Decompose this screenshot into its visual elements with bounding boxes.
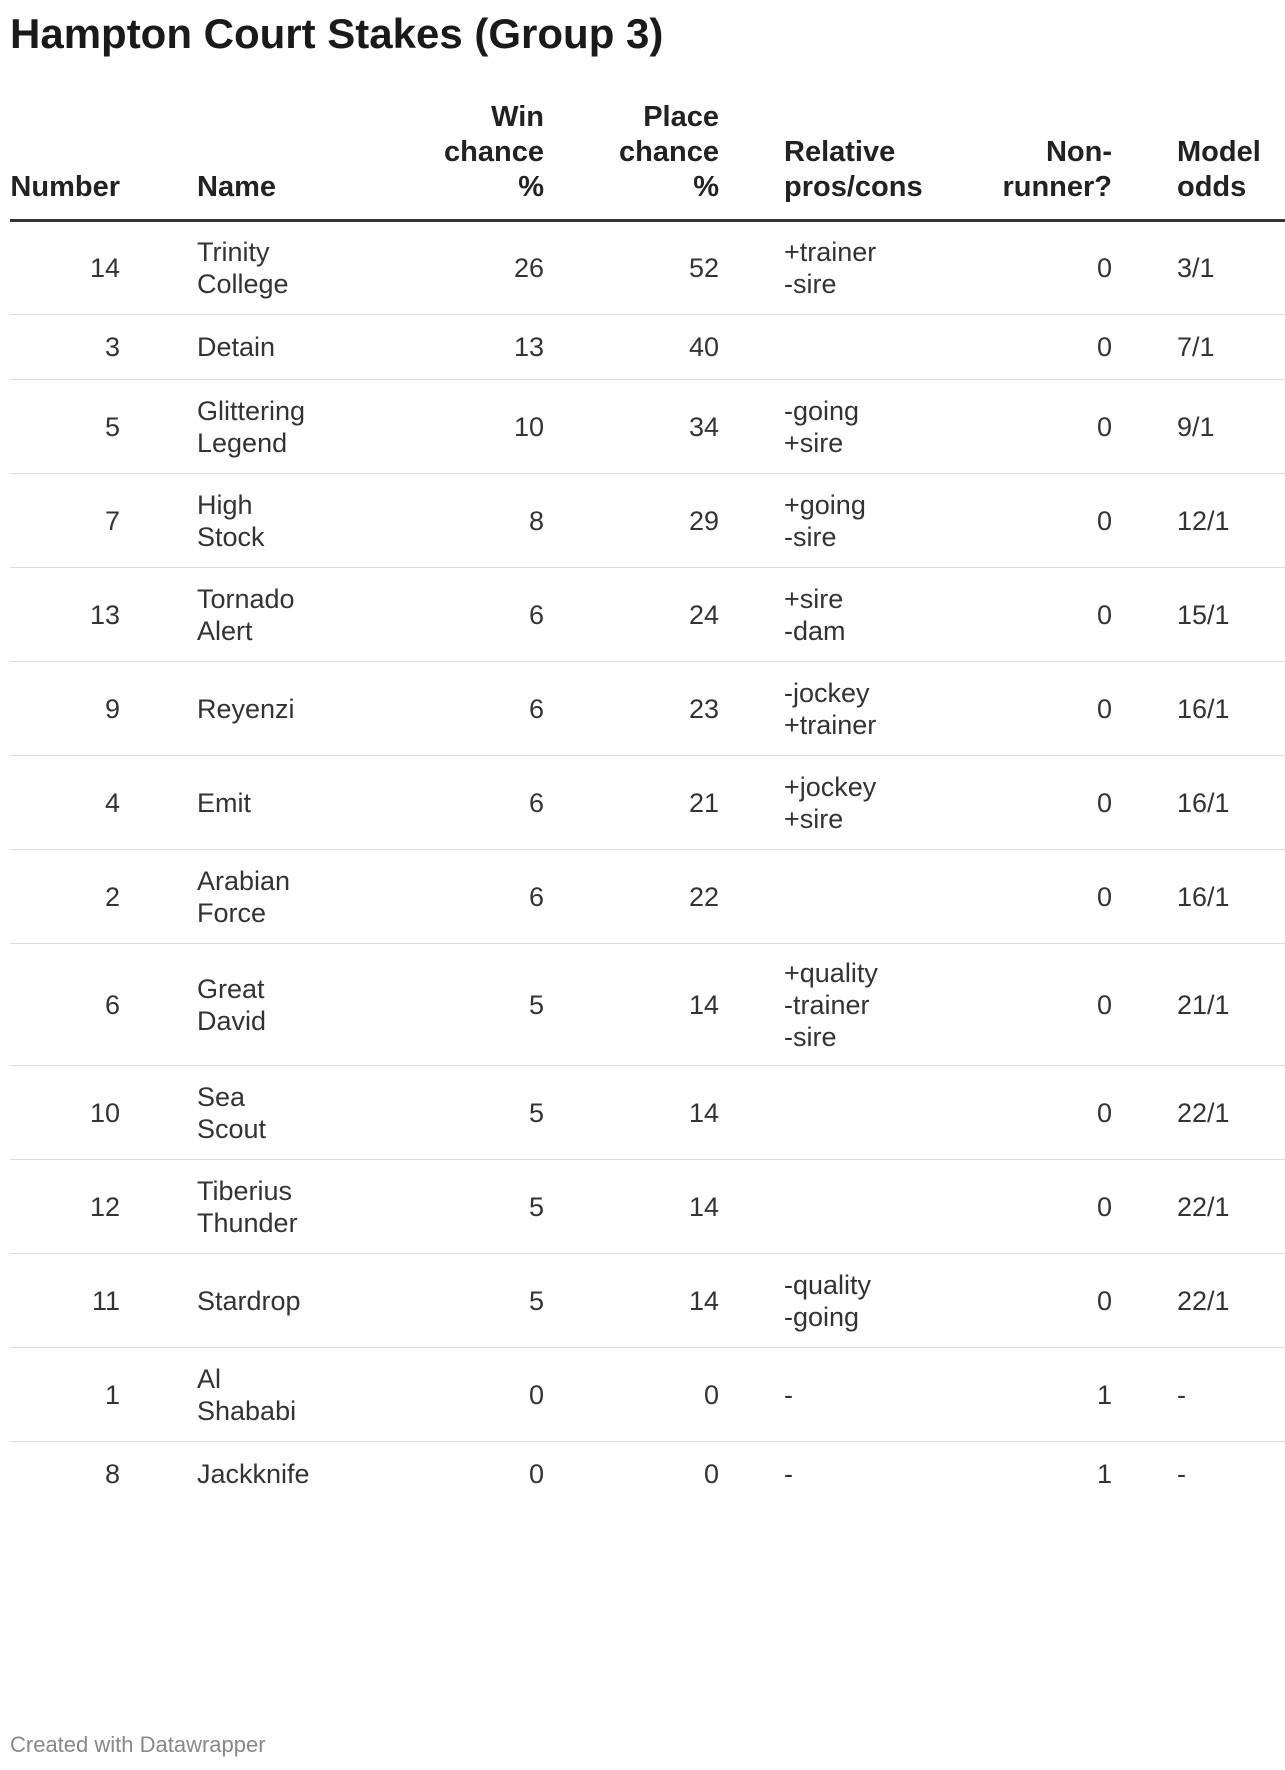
cell-model-odds: 21/1 [1112,944,1285,1066]
cell-number: 4 [10,756,120,850]
header-model-odds[interactable]: Model odds [1112,100,1285,221]
cell-pros-cons: +trainer -sire [719,221,987,315]
header-pros-cons[interactable]: Relative pros/cons [719,100,987,221]
cell-place-chance: 0 [703,1459,719,1490]
table-row [10,221,1285,315]
cell-non-runner: 0 [987,1254,1112,1348]
cell-non-runner: 0 [987,380,1112,474]
cell-non-runner: 0 [987,944,1112,1066]
cell-number: 8 [104,1459,120,1490]
cell-place-chance: 29 [544,474,719,568]
cell-place-chance: 24 [544,568,719,662]
cell-model-odds: 15/1 [1112,568,1285,662]
cell-model-odds: - [1177,1459,1186,1490]
cell-name: Emit [120,756,384,850]
cell-model-odds: - [1112,1348,1285,1442]
cell-non-runner: 0 [987,662,1112,756]
cell-number: 9 [10,662,120,756]
cell-place-chance: 14 [544,944,719,1066]
cell-win-chance: 8 [384,474,544,568]
cell-place-chance: 22 [544,850,719,944]
cell-model-odds: 22/1 [1112,1254,1285,1348]
cell-name: Detain [120,315,384,380]
header-number[interactable]: Number [10,100,120,221]
footer-credit: Created with Datawrapper [10,1732,266,1757]
cell-pros-cons: +jockey +sire [719,756,987,850]
cell-place-chance: 21 [544,756,719,850]
cell-name: Tiberius Thunder [120,1160,384,1254]
cell-pros-cons: -jockey +trainer [719,662,987,756]
cell-number: 3 [10,315,120,380]
cell-place-chance: 14 [544,1160,719,1254]
cell-non-runner: 0 [987,756,1112,850]
cell-non-runner: 0 [987,474,1112,568]
table-row [10,1254,1285,1348]
table-row [10,662,1285,756]
header-name[interactable]: Name [120,100,384,221]
cell-number: 10 [10,1066,120,1160]
cell-model-odds: 22/1 [1112,1160,1285,1254]
cell-place-chance: 34 [544,380,719,474]
cell-pros-cons: -going +sire [719,380,987,474]
cell-name: Arabian Force [120,850,384,944]
cell-win-chance: 26 [384,221,544,315]
cell-model-odds: 9/1 [1112,380,1285,474]
cell-win-chance: 5 [384,1160,544,1254]
cell-name: Reyenzi [120,662,384,756]
cell-number: 13 [10,568,120,662]
cell-name: Glittering Legend [120,380,384,474]
table-row [10,380,1285,474]
cell-number: 7 [10,474,120,568]
cell-non-runner: 0 [987,221,1112,315]
cell-win-chance: 10 [384,380,544,474]
cell-non-runner: 1 [1096,1459,1112,1490]
table-title: Hampton Court Stakes (Group 3) [10,10,664,57]
cell-number: 2 [10,850,120,944]
cell-win-chance: 5 [384,1066,544,1160]
cell-non-runner: 0 [987,315,1112,380]
cell-name: High Stock [120,474,384,568]
cell-name: Sea Scout [120,1066,384,1160]
cell-win-chance: 6 [384,756,544,850]
cell-place-chance: 52 [544,221,719,315]
cell-win-chance: 13 [384,315,544,380]
cell-win-chance: 0 [528,1459,544,1490]
cell-place-chance: 0 [544,1348,719,1442]
header-win-chance[interactable]: Win chance % [384,100,544,221]
table-row [10,315,1285,380]
cell-number: 11 [10,1254,120,1348]
header-place-chance[interactable]: Place chance % [544,100,719,221]
cell-number: 6 [10,944,120,1066]
cell-pros-cons: - [784,1459,793,1490]
cell-model-odds: 3/1 [1112,221,1285,315]
cell-pros-cons: +sire -dam [719,568,987,662]
cell-number: 5 [10,380,120,474]
table-row [10,1160,1285,1254]
cell-non-runner: 1 [987,1348,1112,1442]
cell-non-runner: 0 [987,850,1112,944]
cell-pros-cons [719,1160,987,1254]
cell-win-chance: 6 [384,662,544,756]
cell-name: Jackknife [197,1459,310,1490]
cell-place-chance: 14 [544,1066,719,1160]
header-non-runner[interactable]: Non- runner? [987,100,1112,221]
cell-win-chance: 0 [384,1348,544,1442]
cell-non-runner: 0 [987,568,1112,662]
cell-number: 1 [10,1348,120,1442]
table-row [10,1348,1285,1442]
cell-model-odds: 7/1 [1112,315,1285,380]
cell-place-chance: 40 [544,315,719,380]
cell-name: Great David [120,944,384,1066]
cell-pros-cons [719,1066,987,1160]
cell-non-runner: 0 [987,1160,1112,1254]
table-row [10,756,1285,850]
cell-pros-cons: +quality -trainer -sire [719,944,987,1066]
cell-place-chance: 23 [544,662,719,756]
table-row [10,1066,1285,1160]
table-row [10,474,1285,568]
results-table [10,100,1285,1507]
cell-place-chance: 14 [544,1254,719,1348]
cell-number: 14 [10,221,120,315]
cell-win-chance: 5 [384,944,544,1066]
cell-model-odds: 16/1 [1112,662,1285,756]
cell-name: Trinity College [120,221,384,315]
cell-model-odds: 16/1 [1112,756,1285,850]
cell-pros-cons: -quality -going [719,1254,987,1348]
cell-win-chance: 6 [384,850,544,944]
cell-model-odds: 16/1 [1112,850,1285,944]
table-body [10,221,1285,1507]
header-row [10,100,1285,221]
cell-name: Al Shababi [120,1348,384,1442]
table-row [10,850,1285,944]
cell-non-runner: 0 [987,1066,1112,1160]
cell-model-odds: 12/1 [1112,474,1285,568]
cell-pros-cons [719,315,987,380]
cell-pros-cons [719,850,987,944]
cell-number: 12 [10,1160,120,1254]
cell-name: Tornado Alert [120,568,384,662]
cell-model-odds: 22/1 [1112,1066,1285,1160]
table-row [10,1442,1285,1507]
table-row [10,944,1285,1066]
cell-win-chance: 6 [384,568,544,662]
cell-pros-cons: +going -sire [719,474,987,568]
cell-pros-cons: - [719,1348,987,1442]
table-row [10,568,1285,662]
cell-name: Stardrop [120,1254,384,1348]
cell-win-chance: 5 [384,1254,544,1348]
